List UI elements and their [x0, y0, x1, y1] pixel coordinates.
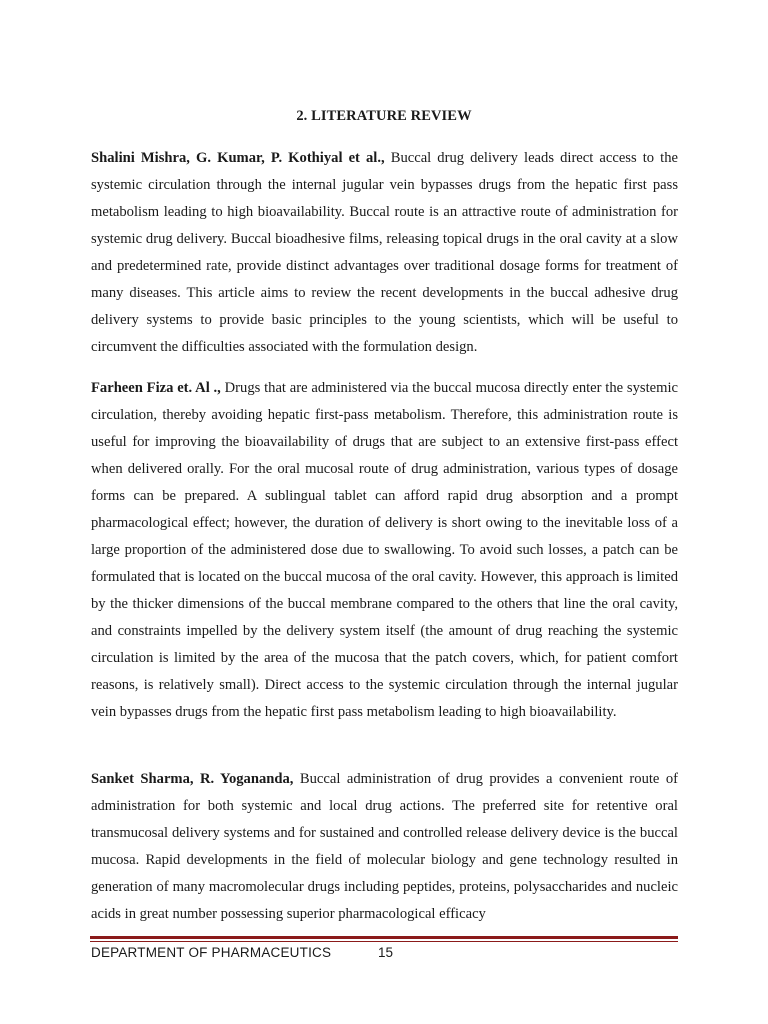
- paragraph-authors: Farheen Fiza et. Al .,: [91, 380, 221, 396]
- review-paragraph-3: [91, 766, 678, 928]
- paragraph-authors: Sanket Sharma, R. Yogananda,: [91, 771, 294, 787]
- paragraph-text: Buccal administration of drug provides a convenient route of administration for both systemic and local drug actions. The preferred site for retentive oral transmucosal delivery systems and for sustained and controlled release delivery device is the buccal mucosa. Rapid developments in the field of molecular biology and gene technology resulted in generation of many macromolecular drugs including peptides, proteins, polysaccharides and nucleic acids in great number possessing superior pharmacological efficacy: [91, 771, 678, 922]
- review-paragraph-2: [91, 375, 678, 726]
- paragraph-authors: Shalini Mishra, G. Kumar, P. Kothiyal et al.,: [91, 150, 385, 166]
- footer-divider-thick: [90, 936, 678, 939]
- review-paragraph-1: [91, 145, 678, 361]
- footer-department: DEPARTMENT OF PHARMACEUTICS: [91, 945, 332, 960]
- section-heading: 2. LITERATURE REVIEW: [296, 108, 472, 124]
- paragraph-text: Buccal drug delivery leads direct access to the systemic circulation through the internal jugular vein bypasses drugs from the hepatic first pass metabolism leading to high bioavailability. Buccal route is an attractive route of administration for systemic drug delivery. Buccal bioadhesive films, releasing topical drugs in the oral cavity at a slow and predetermined rate, provide distinct advantages over traditional dosage forms for treatment of many diseases. This article aims to review the recent developments in the buccal adhesive drug delivery systems to provide basic principles to the young scientists, which will be useful to circumvent the difficulties associated with the formulation design.: [91, 150, 678, 355]
- footer-page-number: 15: [378, 945, 394, 960]
- paragraph-text: Drugs that are administered via the buccal mucosa directly enter the systemic circulation, thereby avoiding hepatic first-pass metabolism. Therefore, this administration route is useful for improving the bioavailability of drugs that are subject to an extensive first-pass effect when delivered orally. For the oral mucosal route of drug administration, various types of dosage forms can be prepared. A sublingual tablet can afford rapid drug absorption and a prompt pharmacological effect; however, the duration of delivery is short owing to the inevitable loss of a large proportion of the administered dose due to swallowing. To avoid such losses, a patch can be formulated that is located on the buccal mucosa of the oral cavity. However, this approach is limited by the thicker dimensions of the buccal membrane compared to the others that line the oral cavity, and constraints impelled by the delivery system itself (the amount of drug reaching the systemic circulation is limited by the area of the mucosa that the patch covers, which, for patient comfort reasons, is relatively small). Direct access to the systemic circulation through the internal jugular vein bypasses drugs from the hepatic first pass metabolism leading to high bioavailability.: [91, 380, 678, 720]
- footer-divider-thin: [90, 941, 678, 942]
